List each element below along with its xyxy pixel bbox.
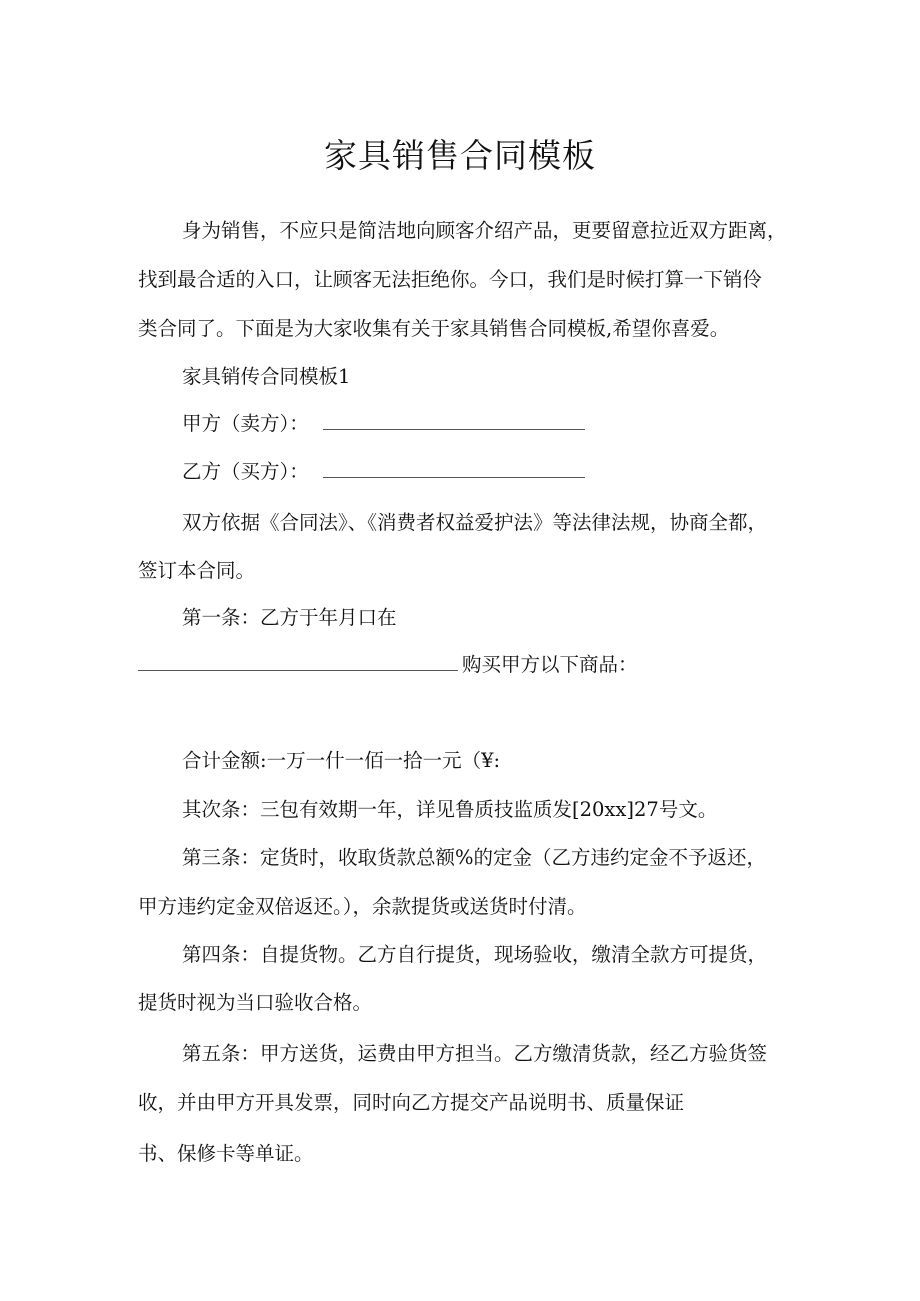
intro-line-3: 类合同了。下面是为大家收集有关于家具销售合同模板,希望你喜爱。 [138,317,730,340]
contract-subtitle: 家具销传合同模板1 [182,365,351,388]
document-title: 家具销售合同模板 [324,136,596,175]
article-3-line-1: 第三条：定货时，收取货款总额%的定金（乙方违约定金不予返还， [182,846,767,869]
intro-line-2: 找到最合适的入口，让顾客无法拒绝你。今口，我们是时候打算一下销伶 [138,268,763,291]
article-1: 第一条：乙方于年月口在 [182,606,397,629]
article-1-cont: 购买甲方以下商品： [462,653,638,676]
party-a-row [182,409,585,439]
article-5-line-1: 第五条：甲方送货，运费由甲方担当。乙方缴清货款，经乙方验货签 [182,1042,768,1065]
article-4-line-2: 提货时视为当口验收合格。 [138,991,373,1014]
total-amount: 合计金额:一万一什一佰一拾一元（¥: [182,749,501,772]
party-b-blank[interactable] [323,459,585,478]
party-b-label: 乙方（买方）： [182,460,309,483]
party-b-row [182,457,585,487]
place-blank[interactable] [138,652,458,671]
article-5-line-3: 书、保修卡等单证。 [138,1142,314,1165]
article-2: 其次条：三包有效期一年，详见鲁质技监质发[20xx]27号文。 [182,798,718,821]
party-a-blank[interactable] [323,411,585,430]
article-1-cont-row [138,650,638,680]
article-5-line-2: 收，并由甲方开具发票，同时向乙方提交产品说明书、质量保证 [138,1091,685,1114]
basis-line-2: 签订本合同。 [138,559,256,582]
intro-line-1: 身为销售，不应只是简洁地向顾客介绍产品，更要留意拉近双方距离， [182,219,787,242]
article-3-line-2: 甲方违约定金双倍返还。），余款提货或送货时付清。 [138,895,587,918]
article-4-line-1: 第四条：自提货物。乙方自行提货，现场验收，缴清全款方可提货， [182,943,768,966]
party-a-label: 甲方（卖方）： [182,412,309,435]
basis-line-1: 双方依据《合同法》、《消费者权益爱护法》等法律法规，协商全都， [182,511,768,534]
